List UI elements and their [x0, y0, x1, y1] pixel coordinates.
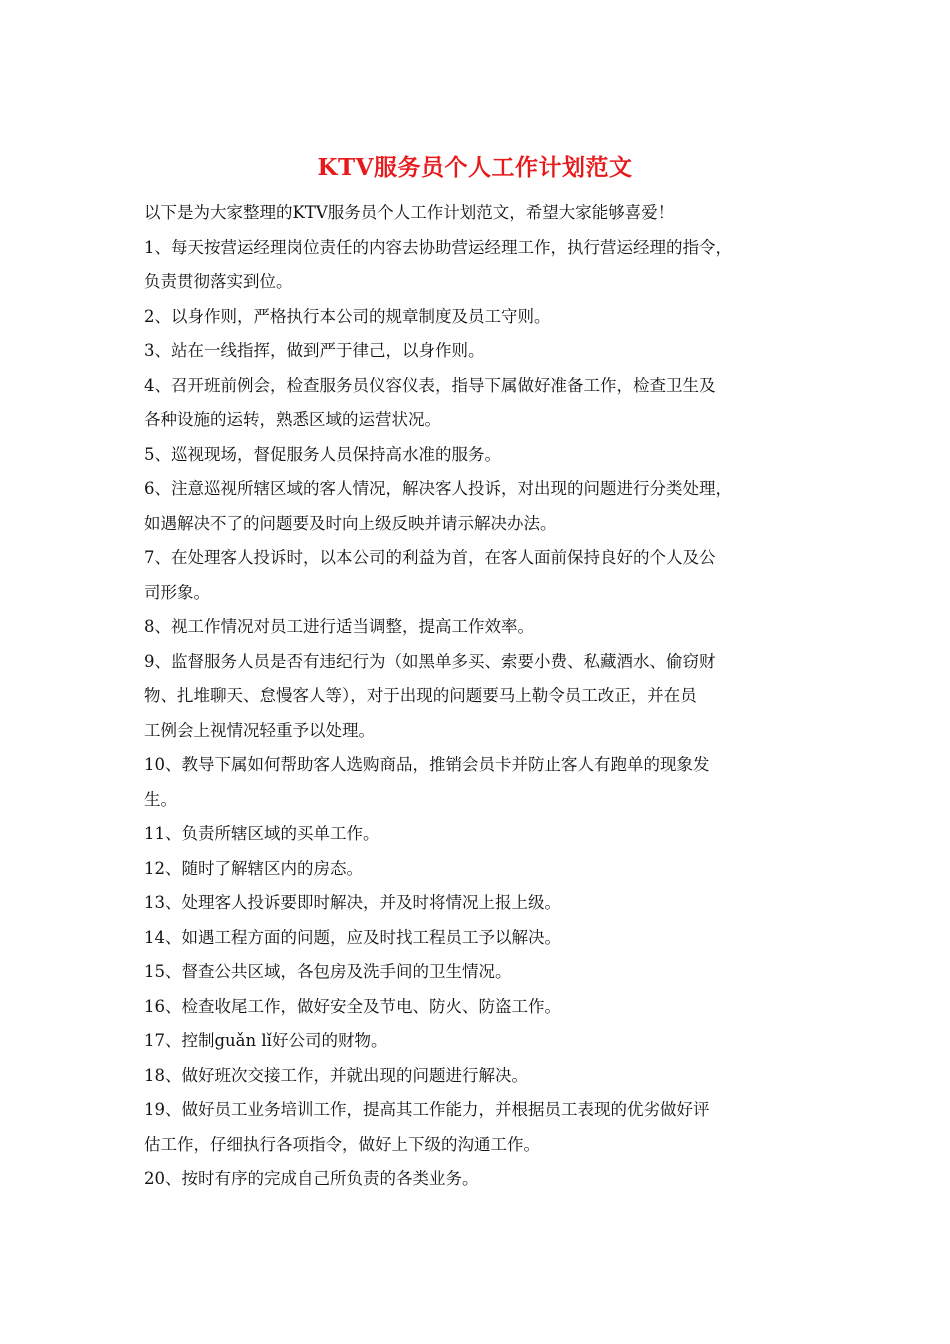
text-line: 如遇解决不了的问题要及时向上级反映并请示解决办法。	[144, 513, 557, 533]
text-line: 15、督查公共区域，各包房及洗手间的卫生情况。	[144, 962, 512, 981]
text-line: 6、注意巡视所辖区域的客人情况，解决客人投诉，对出现的问题进行分类处理，	[144, 479, 732, 498]
text-line: 19、做好员工业务培训工作，提高其工作能力，并根据员工表现的优劣做好评	[144, 1100, 710, 1119]
text-line: 12、随时了解辖区内的房态。	[144, 858, 363, 878]
text-line: 负责贯彻落实到位。	[144, 272, 293, 291]
text-line: 13、处理客人投诉要即时解决，并及时将情况上报上级。	[144, 893, 561, 912]
text-line: 16、检查收尾工作，做好安全及节电、防火、防盗工作。	[144, 996, 561, 1016]
document-title: KTV服务员个人工作计划范文	[317, 154, 633, 181]
text-line: 4、召开班前例会，检查服务员仪容仪表，指导下属做好准备工作，检查卫生及	[144, 375, 716, 395]
text-line: 估工作，仔细执行各项指令，做好上下级的沟通工作。	[144, 1134, 540, 1154]
document-body	[144, 196, 834, 1197]
text-line: 1、每天按营运经理岗位责任的内容去协助营运经理工作，执行营运经理的指令，	[144, 237, 732, 257]
text-line: 20、按时有序的完成自己所负责的各类业务。	[144, 1169, 479, 1188]
text-line: 3、站在一线指挥，做到严于律己，以身作则。	[144, 341, 485, 360]
text-line: 18、做好班次交接工作，并就出现的问题进行解决。	[144, 1065, 528, 1085]
text-line: 14、如遇工程方面的问题，应及时找工程员工予以解决。	[144, 927, 561, 947]
text-line: 各种设施的运转，熟悉区域的运营状况。	[144, 410, 441, 429]
text-line: 11、负责所辖区域的买单工作。	[144, 824, 380, 843]
text-line: 工例会上视情况轻重予以处理。	[144, 720, 375, 740]
text-line: 7、在处理客人投诉时，以本公司的利益为首，在客人面前保持良好的个人及公	[144, 548, 716, 567]
text-line: 生。	[144, 789, 177, 809]
text-line: 2、以身作则，严格执行本公司的规章制度及员工守则。	[144, 306, 551, 326]
text-line: 以下是为大家整理的KTV服务员个人工作计划范文，希望大家能够喜爱！	[144, 203, 675, 222]
text-line: 司形象。	[144, 582, 210, 602]
text-line: 物、扎堆聊天、怠慢客人等），对于出现的问题要马上勒令员工改正，并在员	[144, 686, 697, 705]
text-line: 5、巡视现场，督促服务人员保持高水准的服务。	[144, 444, 501, 464]
text-line: 8、视工作情况对员工进行适当调整，提高工作效率。	[144, 617, 534, 636]
text-line: 9、监督服务人员是否有违纪行为（如黑单多买、索要小费、私藏酒水、偷窃财	[144, 651, 716, 671]
text-line: 17、控制guǎn lǐ好公司的财物。	[144, 1031, 388, 1050]
text-line: 10、教导下属如何帮助客人选购商品，推销会员卡并防止客人有跑单的现象发	[144, 755, 710, 774]
